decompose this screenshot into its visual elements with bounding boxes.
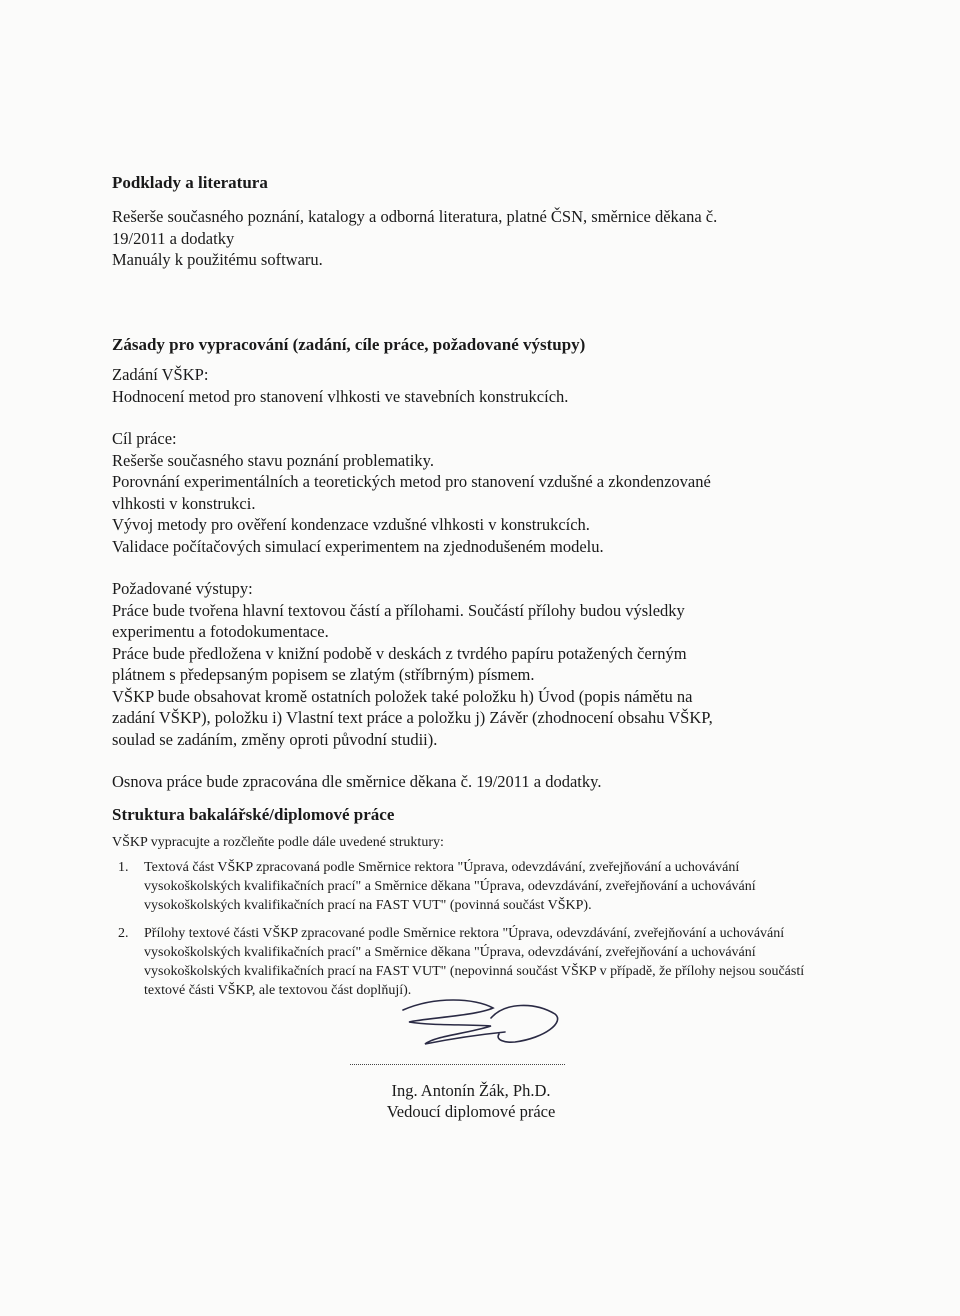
- zadani-text: Hodnocení metod pro stanovení vlhkosti ve stavebních konstrukcích.: [112, 386, 569, 406]
- podklady-line: Manuály k použitému softwaru.: [112, 250, 323, 269]
- vystupy-label: Požadované výstupy:: [112, 579, 253, 598]
- cil-label: Cíl práce:: [112, 429, 177, 448]
- cil-line: Validace počítačových simulací experimentem na zjednodušeném modelu.: [112, 536, 604, 556]
- vystupy-line: VŠKP bude obsahovat kromě ostatních položek také položku h) Úvod (popis námětu na: [112, 686, 693, 706]
- osnova-text: Osnova práce bude zpracována dle směrnice děkana č. 19/2011 a dodatky.: [112, 772, 602, 791]
- vystupy-line: soulad se zadáním, změny oproti původní studii).: [112, 729, 438, 749]
- vystupy-line: Práce bude předložena v knižní podobě v deskách z tvrdého papíru potažených černým: [112, 643, 687, 663]
- supervisor-role: Vedoucí diplomové práce: [386, 1102, 556, 1121]
- podklady-section: [112, 172, 832, 271]
- struktura-intro: VŠKP vypracujte a rozčleňte podle dále uvedené struktury:: [112, 835, 444, 850]
- zasady-section: [112, 334, 832, 793]
- podklady-line: Rešerše současného poznání, katalogy a odborná literatura, platné ČSN, směrnice děkana č.: [112, 207, 718, 226]
- struktura-heading: Struktura bakalářské/diplomové práce: [112, 805, 395, 824]
- signature-line: [350, 1064, 565, 1065]
- cil-line: vlhkosti v konstrukci.: [112, 493, 256, 513]
- zadani-label: Zadání VŠKP:: [112, 365, 209, 384]
- zasady-heading: Zásady pro vypracování (zadání, cíle práce, požadované výstupy): [112, 335, 586, 354]
- list-item-number: 2.: [118, 926, 129, 941]
- handwritten-signature: [395, 988, 575, 1058]
- struktura-section: [112, 804, 832, 1009]
- cil-line: Vývoj metody pro ověření kondenzace vzdušné vlhkosti v konstrukcích.: [112, 515, 590, 534]
- supervisor-name: Ing. Antonín Žák, Ph.D.: [391, 1081, 551, 1100]
- vystupy-line: plátnem s předepsaným popisem se zlatým (stříbrným) písmem.: [112, 665, 535, 684]
- cil-line: Rešerše současného stavu poznání problematiky.: [112, 450, 434, 470]
- podklady-line: 19/2011 a dodatky: [112, 228, 235, 248]
- list-item-text: Přílohy textové části VŠKP zpracované podle Směrnice rektora "Úprava, odevzdávání, zveřejňování a uchovávání vysokoškolských kvalifikačních prací" a Směrnice děkana "Úprava, odevzdávání, zveřejňování a uchovávání vysokoškolských kvalifikačních prací na FAST VUT" (nepovinná součást VŠKP v případě, že přílohy nejsou součástí textové části VŠKP, ale textovou část doplňují).: [144, 926, 805, 998]
- list-item: [112, 858, 832, 915]
- vystupy-line: zadání VŠKP), položku i) Vlastní text práce a položku j) Závěr (zhodnocení obsahu VŠKP,: [112, 708, 713, 727]
- vystupy-line: experimentu a fotodokumentace.: [112, 622, 329, 641]
- cil-line: Porovnání experimentálních a teoretických metod pro stanovení vzdušné a zkondenzované: [112, 472, 711, 491]
- list-item-text: Textová část VŠKP zpracovaná podle Směrnice rektora "Úprava, odevzdávání, zveřejňování a uchovávání vysokoškolských kvalifikačních prací" a Směrnice děkana "Úprava, odevzdávání, zveřejňování a uchovávání vysokoškolských kvalifikačních prací na FAST VUT" (povinná součást VŠKP).: [144, 860, 756, 913]
- struktura-list: [112, 858, 832, 1000]
- list-item-number: 1.: [118, 860, 129, 875]
- podklady-heading: Podklady a literatura: [112, 173, 268, 192]
- vystupy-line: Práce bude tvořena hlavní textovou částí a přílohami. Součástí přílohy budou výsledky: [112, 600, 685, 620]
